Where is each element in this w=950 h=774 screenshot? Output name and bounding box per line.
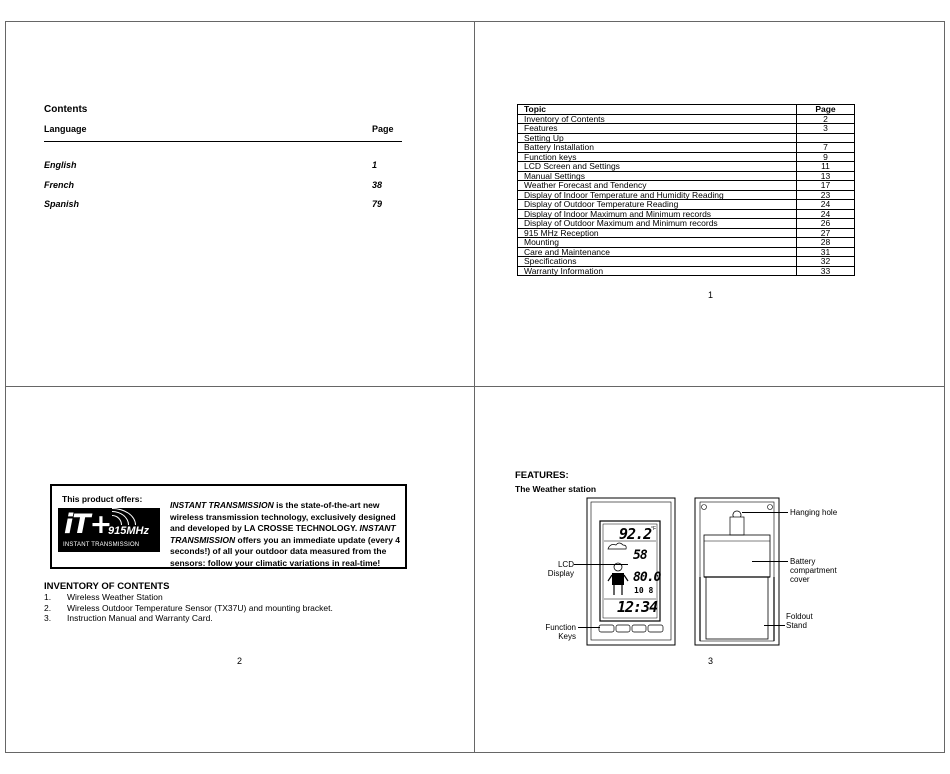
topic-row	[518, 266, 855, 276]
stand-label-1: Foldout	[786, 612, 813, 621]
topic-row	[518, 124, 855, 134]
topic-page: 27	[797, 228, 855, 238]
topic-page: 33	[797, 266, 855, 276]
topic-page: 31	[797, 247, 855, 257]
offer-plain-1: is the state-of-the-art new wireless transmission technology, exclusively designed and developed by LA CROSSE TECHNOLOGY.	[170, 500, 396, 533]
inventory-number: 3.	[44, 613, 52, 623]
topic-page: 17	[797, 181, 855, 191]
topic-name: Inventory of Contents	[518, 114, 797, 124]
inventory-text: Wireless Outdoor Temperature Sensor (TX37U) and mounting bracket.	[67, 602, 333, 613]
topic-page: 11	[797, 162, 855, 172]
language-header: Language	[44, 124, 87, 134]
battery-label-1: Battery	[790, 557, 816, 566]
lcd-time: 12:34	[617, 598, 658, 616]
topic-row	[518, 228, 855, 238]
topic-page: 7	[797, 143, 855, 153]
keys-label-1: Function	[545, 623, 576, 632]
topic-name: Warranty Information	[518, 266, 797, 276]
topic-page-header: Page	[797, 105, 855, 115]
topic-name: Features	[518, 124, 797, 134]
topic-name: Display of Indoor Maximum and Minimum records	[518, 209, 797, 219]
topic-page: 32	[797, 257, 855, 267]
topic-name: Battery Installation	[518, 143, 797, 153]
logo-subtitle: INSTANT TRANSMISSION	[63, 542, 140, 548]
offer-italic-2: INSTANT TRANSMISSION	[170, 523, 396, 545]
topic-row	[518, 162, 855, 172]
topic-row	[518, 238, 855, 248]
topic-page: 2	[797, 114, 855, 124]
topics-header-row	[518, 105, 855, 115]
page-number-2: 2	[237, 656, 243, 666]
lcd-indoor-temp: 80.0	[633, 570, 661, 585]
vertical-divider	[474, 21, 475, 753]
inventory-number: 1.	[44, 592, 52, 602]
stand-callout-line	[764, 625, 785, 626]
lcd-label-1: LCD	[557, 560, 574, 569]
offer-description	[170, 500, 402, 569]
horizontal-divider	[5, 386, 945, 387]
language-name: English	[44, 160, 77, 170]
product-offer-box	[50, 484, 407, 569]
topic-row	[518, 181, 855, 191]
offer-plain-2: offers you an immediate update (every 4 seconds!) of all your outdoor data measured from the sensors: follow your climatic variations in real-time!	[170, 534, 401, 568]
lcd-humidity: 58	[633, 548, 647, 563]
page-number-3: 3	[708, 656, 714, 666]
keys-label-2: Keys	[558, 632, 576, 641]
topic-row	[518, 143, 855, 153]
topic-page: 24	[797, 209, 855, 219]
topic-page: 9	[797, 152, 855, 162]
weather-station-front	[586, 497, 676, 647]
topics-table	[517, 104, 855, 276]
inventory-number: 2.	[44, 602, 52, 613]
topic-name: Weather Forecast and Tendency	[518, 181, 797, 191]
contents-title: Contents	[44, 104, 88, 115]
language-name: French	[44, 179, 75, 190]
language-name: Spanish	[44, 199, 80, 209]
offer-italic-1: INSTANT TRANSMISSION	[170, 500, 274, 510]
topic-name: Specifications	[518, 257, 797, 267]
wave-icon	[112, 508, 136, 525]
battery-label-3: cover	[790, 575, 810, 584]
features-title: FEATURES:	[515, 470, 569, 481]
hanging-callout-line	[742, 512, 788, 513]
topic-page: 3	[797, 124, 855, 134]
topic-name: LCD Screen and Settings	[518, 162, 797, 172]
topic-page: 28	[797, 238, 855, 248]
topic-page: 24	[797, 200, 855, 210]
stand-label-2: Stand	[786, 621, 807, 630]
topic-name: Display of Outdoor Maximum and Minimum records	[518, 219, 797, 229]
language-page: 38	[372, 179, 383, 190]
topic-page: 23	[797, 190, 855, 200]
hanging-hole-label: Hanging hole	[790, 508, 838, 517]
topic-name: Function keys	[518, 152, 797, 162]
battery-callout-line	[752, 561, 788, 562]
language-page: 79	[372, 199, 383, 209]
lcd-callout-line	[574, 564, 628, 565]
keys-callout-line	[578, 627, 600, 628]
inventory-title: INVENTORY OF CONTENTS	[44, 581, 170, 592]
topic-name: Setting Up	[518, 133, 797, 143]
topic-name: Care and Maintenance	[518, 247, 797, 257]
lcd-date: 10 8	[634, 586, 654, 595]
topic-name: Display of Outdoor Temperature Reading	[518, 200, 797, 210]
page-header: Page	[372, 124, 394, 134]
logo-main: iT+	[64, 509, 112, 540]
topic-row	[518, 200, 855, 210]
lcd-temp-unit: °F	[651, 526, 657, 532]
topic-name: Manual Settings	[518, 171, 797, 181]
offer-title: This product offers:	[62, 494, 143, 504]
contents-rule	[44, 141, 402, 142]
inventory-text: Wireless Weather Station	[67, 592, 163, 602]
lcd-label-2: Display	[547, 569, 574, 578]
topic-row	[518, 257, 855, 267]
topic-name: Display of Indoor Temperature and Humidity Reading	[518, 190, 797, 200]
logo-frequency: 915MHz	[108, 525, 149, 537]
topic-header: Topic	[518, 105, 797, 115]
battery-label-2: compartment	[790, 566, 837, 575]
topic-name: Mounting	[518, 238, 797, 248]
topic-row	[518, 219, 855, 229]
features-subtitle: The Weather station	[515, 484, 597, 494]
page-number-1: 1	[708, 290, 714, 300]
inventory-text: Instruction Manual and Warranty Card.	[67, 613, 213, 623]
it-plus-logo	[58, 508, 160, 552]
topic-page: 13	[797, 171, 855, 181]
lcd-outdoor-temp: 92.2	[619, 525, 652, 543]
language-page: 1	[372, 160, 378, 170]
topic-page: 26	[797, 219, 855, 229]
topic-name: 915 MHz Reception	[518, 228, 797, 238]
topic-row	[518, 114, 855, 124]
